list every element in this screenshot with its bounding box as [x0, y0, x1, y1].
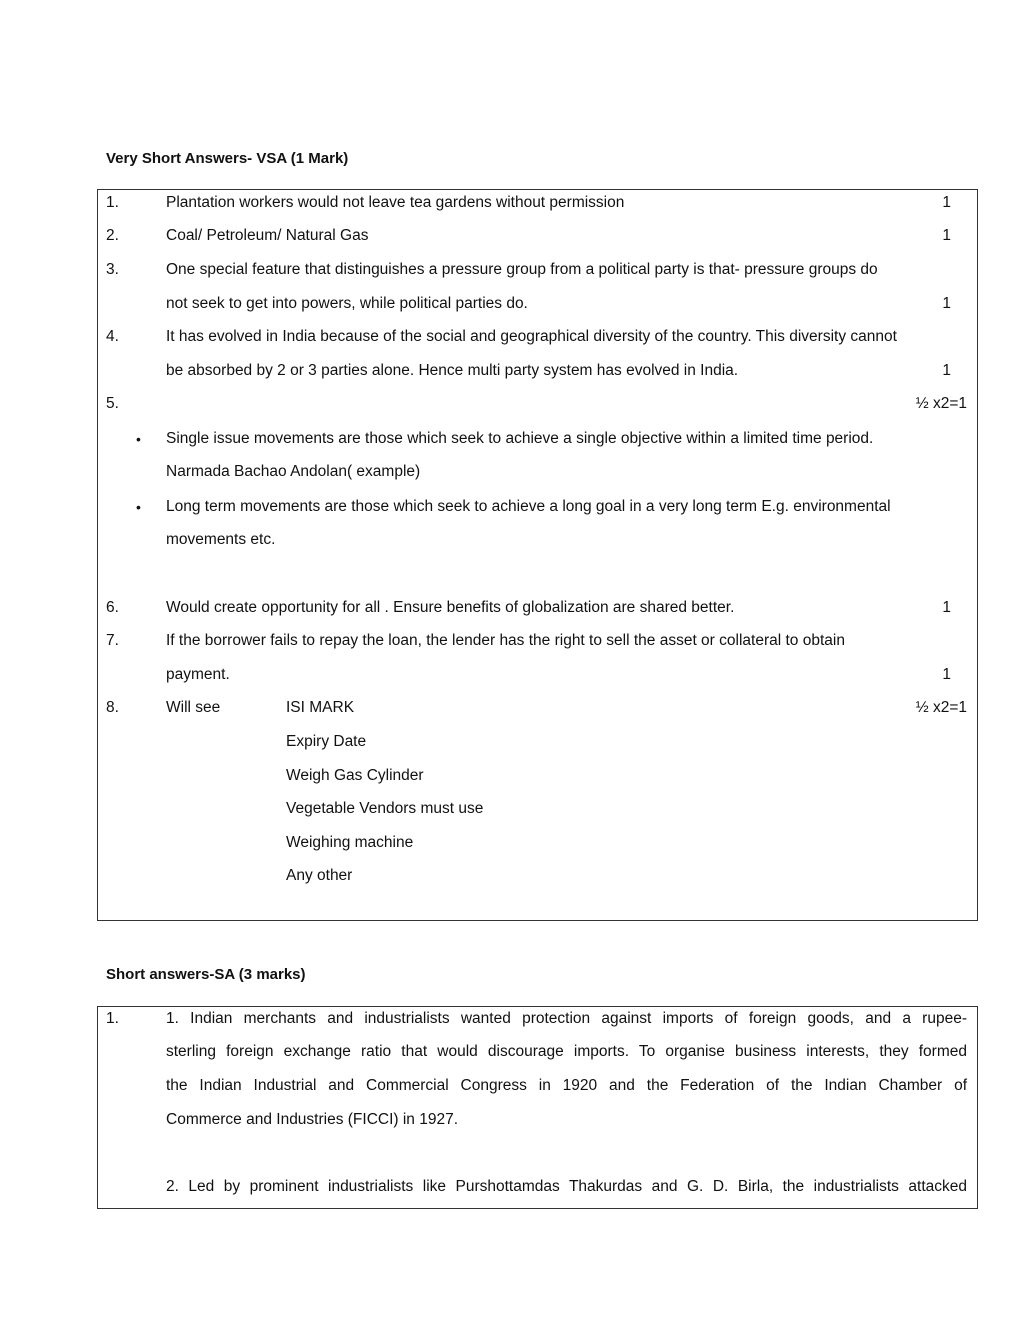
q4-mark: 1	[942, 362, 951, 379]
q8-item: Vegetable Vendors must use	[286, 800, 484, 817]
q5-bullet1-line2: Narmada Bachao Andolan( example)	[166, 463, 421, 480]
q8-text: Will see	[166, 699, 221, 716]
q4-text-line1: It has evolved in India because of the social and geographical diversity of the country. This diversity cannot	[166, 328, 897, 345]
vsa-heading: Very Short Answers- VSA (1 Mark)	[106, 150, 349, 167]
sa-q1-p1-line3: the Indian Industrial and Commercial Congress in 1920 and the Federation of the Indian Chamber of	[166, 1077, 967, 1094]
q5-bullet2-line1: Long term movements are those which seek to achieve a long goal in a very long term E.g. environmental	[166, 498, 891, 515]
q4-number: 4.	[106, 328, 119, 345]
q2-number: 2.	[106, 227, 119, 244]
q3-text-line2: not seek to get into powers, while political parties do.	[166, 295, 528, 312]
q7-text-line1: If the borrower fails to repay the loan, the lender has the right to sell the asset or collateral to obtain	[166, 632, 845, 649]
q3-text-line1: One special feature that distinguishes a pressure group from a political party is that- pressure groups do	[166, 261, 878, 278]
q8-item: Any other	[286, 867, 353, 884]
sa-q1-p1-line4: Commerce and Industries (FICCI) in 1927.	[166, 1111, 459, 1128]
q6-number: 6.	[106, 599, 119, 616]
q8-mark: ½ x2=1	[915, 699, 967, 716]
sa-q1-number: 1.	[106, 1010, 119, 1027]
q6-mark: 1	[942, 599, 951, 616]
q6-text: Would create opportunity for all . Ensure benefits of globalization are shared better.	[166, 599, 735, 616]
q8-item: Weighing machine	[286, 834, 414, 851]
sa-answer-box	[97, 1006, 978, 1209]
q7-number: 7.	[106, 632, 119, 649]
q5-number: 5.	[106, 395, 119, 412]
q2-text: Coal/ Petroleum/ Natural Gas	[166, 227, 369, 244]
q3-mark: 1	[942, 295, 951, 312]
sa-q1-p2-line1: 2. Led by prominent industrialists like Purshottamdas Thakurdas and G. D. Birla, the industrialists attacked	[166, 1178, 967, 1195]
q5-bullet2-line2: movements etc.	[166, 531, 276, 548]
q3-number: 3.	[106, 261, 119, 278]
q1-text: Plantation workers would not leave tea gardens without permission	[166, 194, 625, 211]
q1-number: 1.	[106, 194, 119, 211]
q5-bullet1-line1: Single issue movements are those which seek to achieve a single objective within a limited time period.	[166, 430, 874, 447]
bullet-icon: •	[136, 431, 141, 447]
q8-item: Expiry Date	[286, 733, 367, 750]
q8-item: Weigh Gas Cylinder	[286, 767, 424, 784]
q1-mark: 1	[942, 194, 951, 211]
q7-mark: 1	[942, 666, 951, 683]
q7-text-line2: payment.	[166, 666, 230, 683]
sa-q1-p1-line2: sterling foreign exchange ratio that would discourage imports. To organise business interests, they formed	[166, 1043, 967, 1060]
q4-text-line2: be absorbed by 2 or 3 parties alone. Hence multi party system has evolved in India.	[166, 362, 739, 379]
sa-heading: Short answers-SA (3 marks)	[106, 966, 306, 983]
bullet-icon: •	[136, 499, 141, 515]
q5-mark: ½ x2=1	[915, 395, 967, 412]
sa-q1-p1-line1: 1. Indian merchants and industrialists wanted protection against imports of foreign goods, and a rupee-	[166, 1010, 967, 1027]
q8-number: 8.	[106, 699, 119, 716]
q8-item: ISI MARK	[286, 699, 355, 716]
vsa-answer-box	[97, 189, 978, 921]
q2-mark: 1	[942, 227, 951, 244]
